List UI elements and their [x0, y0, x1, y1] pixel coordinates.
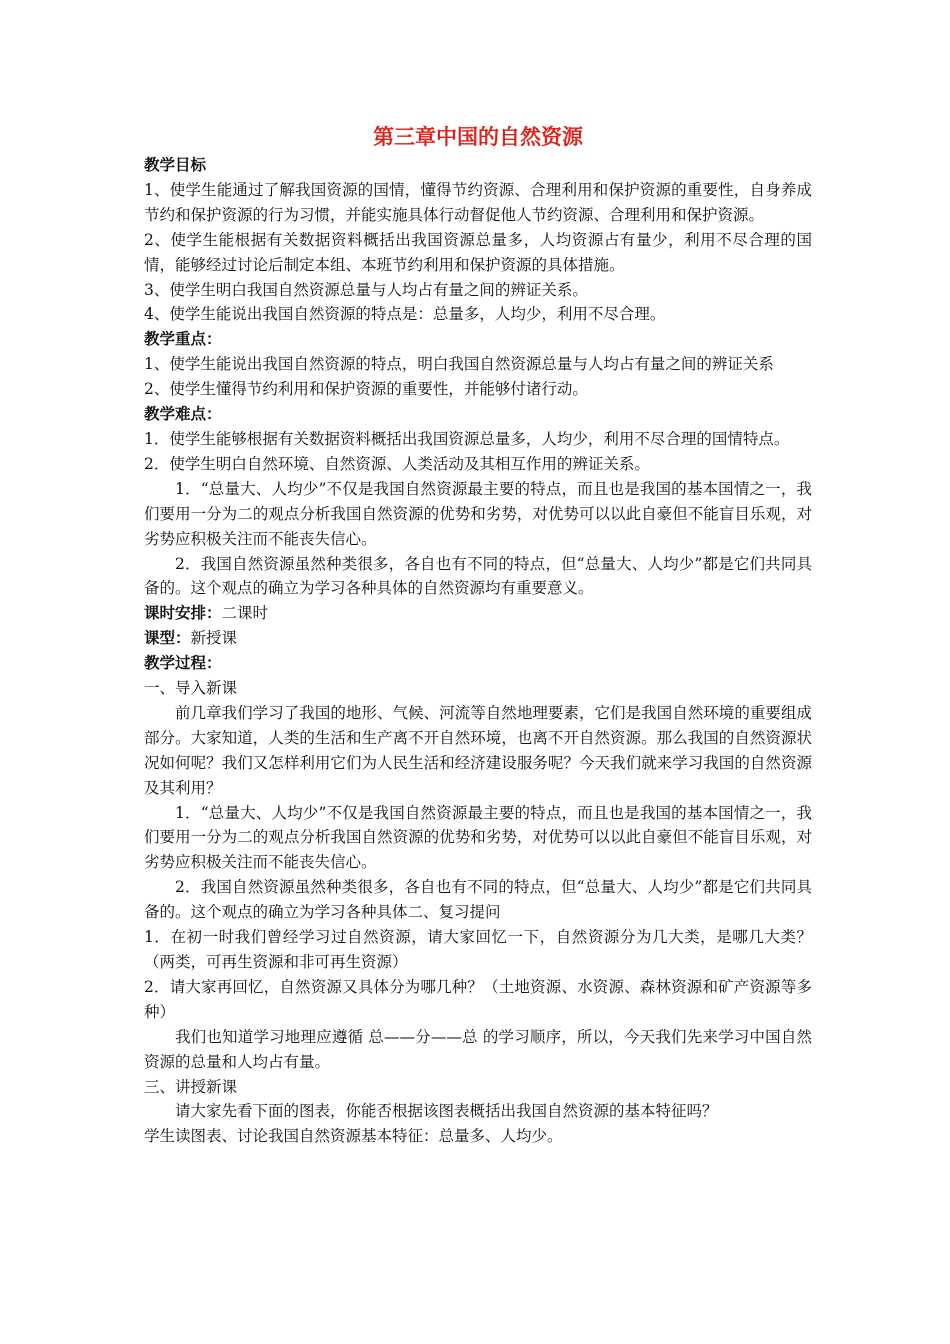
intro-paragraph: 前几章我们学习了我国的地形、气候、河流等自然地理要素，它们是我国自然环境的重要组成部分。大家知道，人类的生活和生产离不开自然环境，也离不开自然资源。那么我国的自然资源状况如何呢？我们又怎样利用它们为人民生活和经济建设服务呢？今天我们就来学习我国的自然资源及其利用？ [144, 703, 812, 797]
chart-prompt: 请大家先看下面的图表，你能否根据该图表概括出我国自然资源的基本特征吗？ [175, 1102, 718, 1121]
key-point-2: 2、使学生懂得节约利用和保护资源的重要性，并能够付诸行动。 [144, 380, 588, 399]
section-3-heading: 三、讲授新课 [144, 1077, 238, 1096]
learning-order-paragraph: 我们也知道学习地理应遵循 总——分——总 的学习顺序，所以，今天我们先来学习中国自然资源的总量和人均占有量。 [144, 1027, 812, 1071]
review-question-2: 2．请大家再回忆，自然资源又具体分为哪几种？（土地资源、水资源、森林资源和矿产资源等多种） [144, 977, 812, 1021]
goal-item-4: 4、使学生能说出我国自然资源的特点是：总量多，人均少，利用不尽合理。 [144, 305, 666, 324]
schedule-value: 二课时 [221, 604, 269, 623]
process-heading: 教学过程： [144, 654, 222, 673]
lesson-type-label: 课型： [144, 629, 191, 648]
difficulties-heading: 教学难点： [144, 405, 222, 424]
process-note-1: 1．“总量大、人均少”不仅是我国自然资源最主要的特点，而且也是我国的基本国情之一，我们要用一分为二的观点分析我国自然资源的优势和劣势，对优势可以以此自豪但不能盲目乐观，对劣势应积极关注而不能丧失信心。 [144, 803, 812, 872]
goals-heading: 教学目标 [144, 156, 207, 174]
goal-item-2: 2、使学生能根据有关数据资料概括出我国资源总量多，人均资源占有量少，利用不尽合理的国情，能够经过讨论后制定本组、本班节约利用和保护资源的具体措施。 [144, 230, 812, 274]
page-title: 第三章中国的自然资源 [373, 125, 583, 149]
lesson-type-value: 新授课 [190, 629, 238, 648]
difficulty-note-2: 2．我国自然资源虽然种类很多，各自也有不同的特点，但“总量大、人均少”都是它们共同具备的。这个观点的确立为学习各种具体的自然资源均有重要意义。 [144, 554, 812, 598]
section-1-heading: 一、导入新课 [144, 679, 238, 698]
schedule-label: 课时安排： [144, 604, 222, 623]
lesson-type-line [144, 626, 812, 651]
goal-item-3: 3、使学生明白我国自然资源总量与人均占有量之间的辨证关系。 [144, 280, 588, 299]
student-activity: 学生读图表、讨论我国自然资源基本特征：总量多、人均少。 [144, 1127, 563, 1146]
goal-item-1: 1、使学生能通过了解我国资源的国情，懂得节约资源、合理利用和保护资源的重要性，自身养成节约和保护资源的行为习惯，并能实施具体行动督促他人节约资源、合理利用和保护资源。 [144, 180, 812, 224]
difficulty-note-1: 1．“总量大、人均少”不仅是我国自然资源最主要的特点，而且也是我国的基本国情之一，我们要用一分为二的观点分析我国自然资源的优势和劣势，对优势可以以此自豪但不能盲目乐观，对劣势应积极关注而不能丧失信心。 [144, 479, 812, 548]
difficulty-1: 1．使学生能够根据有关数据资料概括出我国资源总量多，人均少，利用不尽合理的国情特点。 [144, 429, 790, 448]
schedule-line [144, 601, 812, 626]
key-points-heading: 教学重点： [144, 330, 222, 349]
process-note-2: 2．我国自然资源虽然种类很多，各自也有不同的特点，但“总量大、人均少”都是它们共同具备的。这个观点的确立为学习各种具体二、复习提问 [144, 878, 812, 922]
review-question-1: 1．在初一时我们曾经学习过自然资源，请大家回忆一下，自然资源分为几大类，是哪几大类？（两类，可再生资源和非可再生资源） [144, 928, 812, 971]
key-point-1: 1、使学生能说出我国自然资源的特点，明白我国自然资源总量与人均占有量之间的辨证关系 [144, 355, 774, 374]
difficulty-2: 2．使学生明白自然环境、自然资源、人类活动及其相互作用的辨证关系。 [144, 454, 650, 473]
